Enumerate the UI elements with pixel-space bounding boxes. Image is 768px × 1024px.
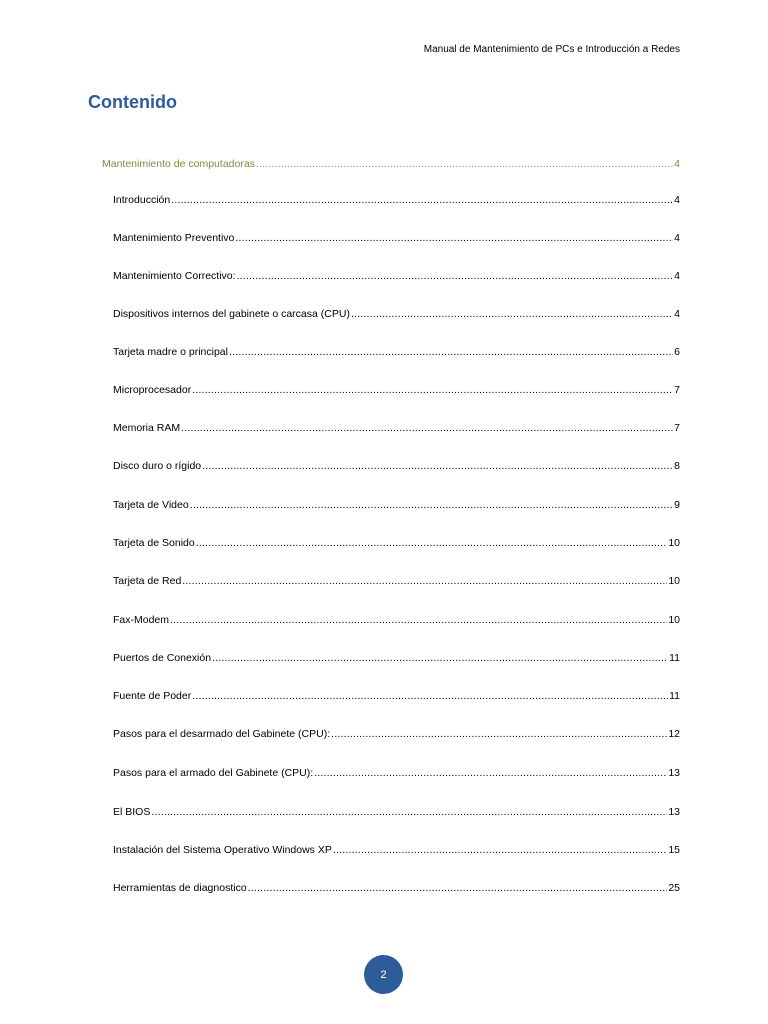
toc-entry-page: 4 [674,194,680,206]
toc-entry-tarjeta-de-video[interactable] [113,499,680,511]
toc-entry-herramientas-de-diagnostico[interactable] [113,882,680,894]
toc-entry-label: Tarjeta madre o principal [113,346,228,358]
toc-leader-dots [331,728,667,740]
toc-entry-page: 4 [674,232,680,244]
toc-leader-dots [171,194,673,206]
toc-entry-el-bios[interactable] [113,806,680,818]
toc-leader-dots [170,614,667,626]
toc-entry-page: 25 [668,882,680,894]
toc-entry-label: Tarjeta de Sonido [113,537,195,549]
toc-entry-page: 13 [668,806,680,818]
toc-entry-page: 6 [674,346,680,358]
toc-entry-puertos-de-conexion[interactable] [113,652,680,664]
toc-entry-label: Introducción [113,194,171,206]
toc-entry-tarjeta-madre[interactable] [113,346,680,358]
toc-entry-label: Microprocesador [113,384,192,396]
toc-entry-page: 9 [674,499,680,511]
toc-leader-dots [190,499,673,511]
toc-leader-dots [192,690,668,702]
toc-entry-page: 10 [668,575,680,587]
toc-leader-dots [235,232,673,244]
toc-entry-label: Tarjeta de Red [113,575,182,587]
toc-leader-dots [256,158,673,170]
toc-leader-dots [314,767,667,779]
toc-entry-page: 11 [669,690,680,702]
toc-entry-page: 13 [668,767,680,779]
toc-entry-page: 4 [674,308,680,320]
toc-entry-label: El BIOS [113,806,151,818]
toc-entry-mantenimiento-de-computadoras[interactable] [102,158,680,170]
page-title: Contenido [88,92,177,112]
toc-entry-page: 10 [668,614,680,626]
toc-entry-tarjeta-de-red[interactable] [113,575,680,587]
toc-leader-dots [333,844,667,856]
toc-entry-page: 7 [674,384,680,396]
toc-entry-label: Tarjeta de Video [113,499,189,511]
toc-entry-tarjeta-de-sonido[interactable] [113,537,680,549]
toc-leader-dots [351,308,673,320]
toc-entry-label: Mantenimiento Preventivo [113,232,235,244]
toc-entry-mantenimiento-correctivo[interactable] [113,270,680,282]
toc-entry-introduccion[interactable] [113,194,680,206]
toc-entry-label: Disco duro o rígido [113,460,202,472]
toc-entry-page: 7 [674,422,680,434]
toc-entry-page: 15 [668,844,680,856]
toc-entry-label: Memoria RAM [113,422,181,434]
toc-entry-page: 11 [669,652,680,664]
toc-entry-label: Mantenimiento de computadoras [102,158,255,170]
toc-entry-disco-duro[interactable] [113,460,680,472]
toc-entry-pasos-desarmado[interactable] [113,728,680,740]
toc-entry-label: Dispositivos internos del gabinete o carcasa (CPU) [113,308,350,320]
toc-leader-dots [182,575,667,587]
toc-entry-pasos-armado[interactable] [113,767,680,779]
toc-entry-fuente-de-poder[interactable] [113,690,680,702]
toc-entry-page: 10 [668,537,680,549]
toc-entry-label: Mantenimiento Correctivo: [113,270,236,282]
toc-entry-fax-modem[interactable] [113,614,680,626]
toc-entry-label: Puertos de Conexión [113,652,212,664]
toc-entry-label: Herramientas de diagnostico [113,882,247,894]
toc-entry-microprocesador[interactable] [113,384,680,396]
toc-entry-page: 12 [668,728,680,740]
toc-entry-label: Pasos para el armado del Gabinete (CPU): [113,767,314,779]
toc-leader-dots [181,422,673,434]
toc-entry-instalacion-windows-xp[interactable] [113,844,680,856]
toc-entry-label: Fax-Modem [113,614,170,626]
toc-entry-mantenimiento-preventivo[interactable] [113,232,680,244]
toc-entry-label: Pasos para el desarmado del Gabinete (CPU): [113,728,331,740]
toc-leader-dots [212,652,668,664]
toc-leader-dots [151,806,667,818]
running-header: Manual de Mantenimiento de PCs e Introducción a Redes [423,44,680,55]
toc-leader-dots [192,384,673,396]
page-number-badge: 2 [364,955,403,994]
toc-leader-dots [237,270,674,282]
toc-entry-label: Fuente de Poder [113,690,192,702]
toc-entry-page: 4 [674,158,680,170]
toc-leader-dots [248,882,668,894]
toc-entry-memoria-ram[interactable] [113,422,680,434]
toc-entry-page: 8 [674,460,680,472]
toc-entry-page: 4 [674,270,680,282]
toc-leader-dots [202,460,673,472]
toc-leader-dots [196,537,668,549]
toc-entry-dispositivos-internos[interactable] [113,308,680,320]
toc-entry-label: Instalación del Sistema Operativo Windows XP [113,844,332,856]
toc-leader-dots [229,346,673,358]
